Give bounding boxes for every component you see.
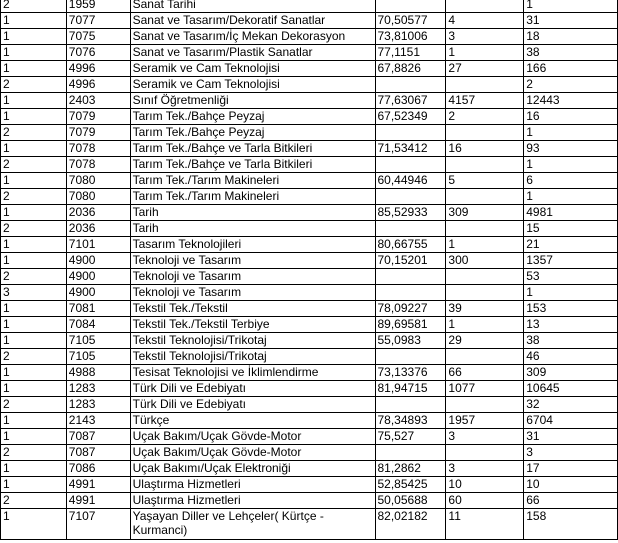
quota-cell: [446, 349, 524, 365]
rank-cell: 1: [1, 109, 67, 125]
count-cell: 46: [524, 349, 618, 365]
score-cell: [375, 397, 446, 413]
table-row: [1, 77, 618, 93]
rank-cell: 1: [1, 429, 67, 445]
rank-cell: 3: [1, 285, 67, 301]
count-cell: 93: [524, 141, 618, 157]
code-cell: 7087: [66, 429, 130, 445]
rank-cell: 2: [1, 445, 67, 461]
quota-cell: [446, 269, 524, 285]
score-cell: 81,2862: [375, 461, 446, 477]
score-cell: 52,85425: [375, 477, 446, 493]
code-cell: 7075: [66, 29, 130, 45]
code-cell: 4900: [66, 269, 130, 285]
table-row: [1, 397, 618, 413]
score-cell: 71,53412: [375, 141, 446, 157]
program-name-cell: Tekstil Tek./Tekstil Terbiye: [130, 317, 375, 333]
code-cell: 7079: [66, 109, 130, 125]
rank-cell: 1: [1, 461, 67, 477]
table-row: [1, 0, 618, 13]
program-name-cell: Teknoloji ve Tasarım: [130, 269, 375, 285]
code-cell: 7086: [66, 461, 130, 477]
rank-cell: 1: [1, 413, 67, 429]
score-cell: 75,527: [375, 429, 446, 445]
score-cell: 60,44946: [375, 173, 446, 189]
program-name-cell: Sınıf Öğretmenliği: [130, 93, 375, 109]
quota-cell: [446, 157, 524, 173]
rank-cell: 1: [1, 29, 67, 45]
quota-cell: 4157: [446, 93, 524, 109]
quota-cell: [446, 0, 524, 13]
rank-cell: 1: [1, 365, 67, 381]
code-cell: 1283: [66, 397, 130, 413]
program-name-cell: Ulaştırma Hizmetleri: [130, 477, 375, 493]
count-cell: 17: [524, 461, 618, 477]
quota-cell: [446, 125, 524, 141]
count-cell: 32: [524, 397, 618, 413]
score-cell: [375, 77, 446, 93]
quota-cell: 3: [446, 29, 524, 45]
quota-cell: [446, 445, 524, 461]
rank-cell: 1: [1, 333, 67, 349]
rank-cell: 1: [1, 93, 67, 109]
count-cell: 153: [524, 301, 618, 317]
count-cell: 31: [524, 429, 618, 445]
program-name-cell: Tarım Tek./Bahçe ve Tarla Bitkileri: [130, 157, 375, 173]
count-cell: 38: [524, 333, 618, 349]
table-row: [1, 381, 618, 397]
code-cell: 2143: [66, 413, 130, 429]
count-cell: 31: [524, 13, 618, 29]
rank-cell: 2: [1, 125, 67, 141]
table-row: [1, 61, 618, 77]
table-row: [1, 477, 618, 493]
program-name-cell: Sanat ve Tasarım/Plastik Sanatlar: [130, 45, 375, 61]
code-cell: 7078: [66, 141, 130, 157]
score-cell: 85,52933: [375, 205, 446, 221]
table-row: [1, 157, 618, 173]
quota-cell: 1: [446, 45, 524, 61]
quota-cell: 29: [446, 333, 524, 349]
quota-cell: 11: [446, 509, 524, 540]
score-cell: [375, 0, 446, 13]
program-name-cell: Tarım Tek./Tarım Makineleri: [130, 173, 375, 189]
count-cell: 38: [524, 45, 618, 61]
quota-cell: 3: [446, 461, 524, 477]
quota-cell: [446, 285, 524, 301]
score-cell: [375, 157, 446, 173]
program-name-cell: Tarım Tek./Bahçe Peyzaj: [130, 109, 375, 125]
count-cell: 66: [524, 493, 618, 509]
rank-cell: 2: [1, 493, 67, 509]
table-row: [1, 493, 618, 509]
count-cell: 166: [524, 61, 618, 77]
program-name-cell: Tarım Tek./Bahçe Peyzaj: [130, 125, 375, 141]
score-cell: [375, 349, 446, 365]
score-cell: 67,8826: [375, 61, 446, 77]
rank-cell: 1: [1, 173, 67, 189]
code-cell: 2036: [66, 221, 130, 237]
code-cell: 1959: [66, 0, 130, 13]
code-cell: 4991: [66, 493, 130, 509]
code-cell: 4900: [66, 285, 130, 301]
score-cell: 77,1151: [375, 45, 446, 61]
rank-cell: 1: [1, 253, 67, 269]
program-name-cell: Sanat ve Tasarım/İç Mekan Dekorasyon: [130, 29, 375, 45]
score-cell: 82,02182: [375, 509, 446, 540]
program-name-cell: Tekstil Tek./Tekstil: [130, 301, 375, 317]
code-cell: 7105: [66, 349, 130, 365]
rank-cell: 2: [1, 221, 67, 237]
score-cell: [375, 285, 446, 301]
table-row: [1, 509, 618, 540]
count-cell: 13: [524, 317, 618, 333]
score-cell: [375, 269, 446, 285]
rank-cell: 1: [1, 301, 67, 317]
score-cell: 50,05688: [375, 493, 446, 509]
score-cell: [375, 221, 446, 237]
table-row: [1, 189, 618, 205]
table-row: [1, 445, 618, 461]
count-cell: 6: [524, 173, 618, 189]
code-cell: 7105: [66, 333, 130, 349]
rank-cell: 2: [1, 77, 67, 93]
table-row: [1, 125, 618, 141]
code-cell: 1283: [66, 381, 130, 397]
quota-cell: 2: [446, 109, 524, 125]
table-row: [1, 429, 618, 445]
rank-cell: 1: [1, 205, 67, 221]
count-cell: 12443: [524, 93, 618, 109]
quota-cell: 1: [446, 317, 524, 333]
table-row: [1, 205, 618, 221]
table-row: [1, 93, 618, 109]
rank-cell: 1: [1, 237, 67, 253]
quota-cell: 66: [446, 365, 524, 381]
program-name-cell: Sanat Tarihi: [130, 0, 375, 13]
table-row: [1, 29, 618, 45]
code-cell: 7080: [66, 189, 130, 205]
table-row: [1, 141, 618, 157]
count-cell: 16: [524, 109, 618, 125]
count-cell: 15: [524, 221, 618, 237]
score-cell: 73,81006: [375, 29, 446, 45]
score-cell: [375, 445, 446, 461]
score-cell: 78,09227: [375, 301, 446, 317]
count-cell: 1: [524, 0, 618, 13]
program-name-cell: Türk Dili ve Edebiyatı: [130, 397, 375, 413]
count-cell: 21: [524, 237, 618, 253]
table-row: [1, 109, 618, 125]
rank-cell: 2: [1, 189, 67, 205]
table-row: [1, 45, 618, 61]
code-cell: 7077: [66, 13, 130, 29]
score-cell: 80,66755: [375, 237, 446, 253]
table-row: [1, 173, 618, 189]
table-row: [1, 349, 618, 365]
quota-cell: 1957: [446, 413, 524, 429]
quota-cell: 10: [446, 477, 524, 493]
count-cell: 1: [524, 157, 618, 173]
count-cell: 18: [524, 29, 618, 45]
code-cell: 7079: [66, 125, 130, 141]
quota-cell: 60: [446, 493, 524, 509]
rank-cell: 2: [1, 397, 67, 413]
program-name-cell: Tarım Tek./Tarım Makineleri: [130, 189, 375, 205]
table-row: [1, 237, 618, 253]
table-row: [1, 269, 618, 285]
rank-cell: 1: [1, 61, 67, 77]
quota-cell: 1077: [446, 381, 524, 397]
table-row: [1, 285, 618, 301]
rank-cell: 1: [1, 477, 67, 493]
score-cell: [375, 189, 446, 205]
rank-cell: 1: [1, 317, 67, 333]
count-cell: 53: [524, 269, 618, 285]
quota-cell: [446, 221, 524, 237]
program-name-cell: Tekstil Teknolojisi/Trikotaj: [130, 349, 375, 365]
program-name-cell: Türkçe: [130, 413, 375, 429]
table-row: [1, 253, 618, 269]
program-name-cell: Tarım Tek./Bahçe ve Tarla Bitkileri: [130, 141, 375, 157]
code-cell: 4900: [66, 253, 130, 269]
quota-cell: 5: [446, 173, 524, 189]
program-name-cell: Tasarım Teknolojileri: [130, 237, 375, 253]
code-cell: 7107: [66, 509, 130, 540]
program-name-cell: Uçak Bakımı/Uçak Elektroniği: [130, 461, 375, 477]
quota-cell: 39: [446, 301, 524, 317]
score-cell: 78,34893: [375, 413, 446, 429]
rank-cell: 2: [1, 0, 67, 13]
table-row: [1, 413, 618, 429]
count-cell: 1: [524, 285, 618, 301]
score-cell: 55,0983: [375, 333, 446, 349]
program-name-cell: Uçak Bakım/Uçak Gövde-Motor: [130, 445, 375, 461]
table-row: [1, 13, 618, 29]
program-name-cell: Uçak Bakım/Uçak Gövde-Motor: [130, 429, 375, 445]
count-cell: 3: [524, 445, 618, 461]
code-cell: 7081: [66, 301, 130, 317]
quota-cell: 4: [446, 13, 524, 29]
program-name-cell: Teknoloji ve Tasarım: [130, 253, 375, 269]
count-cell: 10: [524, 477, 618, 493]
quota-cell: 309: [446, 205, 524, 221]
score-cell: 70,50577: [375, 13, 446, 29]
count-cell: 10645: [524, 381, 618, 397]
quota-cell: 300: [446, 253, 524, 269]
rank-cell: 1: [1, 381, 67, 397]
code-cell: 4996: [66, 77, 130, 93]
score-cell: 67,52349: [375, 109, 446, 125]
program-name-cell: Tekstil Teknolojisi/Trikotaj: [130, 333, 375, 349]
rank-cell: 1: [1, 509, 67, 540]
rank-cell: 2: [1, 269, 67, 285]
table-row: [1, 461, 618, 477]
program-name-cell: Ulaştırma Hizmetleri: [130, 493, 375, 509]
code-cell: 7101: [66, 237, 130, 253]
rank-cell: 1: [1, 45, 67, 61]
code-cell: 7078: [66, 157, 130, 173]
code-cell: 7076: [66, 45, 130, 61]
program-name-cell: Tarih: [130, 205, 375, 221]
program-name-cell: Türk Dili ve Edebiyatı: [130, 381, 375, 397]
table-body: [1, 0, 618, 540]
quota-cell: 3: [446, 429, 524, 445]
code-cell: 7087: [66, 445, 130, 461]
code-cell: 4996: [66, 61, 130, 77]
count-cell: 1357: [524, 253, 618, 269]
code-cell: 4988: [66, 365, 130, 381]
quota-cell: 16: [446, 141, 524, 157]
rank-cell: 2: [1, 349, 67, 365]
count-cell: 1: [524, 125, 618, 141]
table-row: [1, 221, 618, 237]
rank-cell: 1: [1, 141, 67, 157]
score-cell: 77,63067: [375, 93, 446, 109]
code-cell: 7084: [66, 317, 130, 333]
rank-cell: 1: [1, 13, 67, 29]
count-cell: 158: [524, 509, 618, 540]
quota-cell: [446, 189, 524, 205]
score-cell: [375, 125, 446, 141]
code-cell: 7080: [66, 173, 130, 189]
score-cell: 70,15201: [375, 253, 446, 269]
table-row: [1, 365, 618, 381]
code-cell: 2036: [66, 205, 130, 221]
score-cell: 81,94715: [375, 381, 446, 397]
program-name-cell: Seramik ve Cam Teknolojisi: [130, 61, 375, 77]
count-cell: 6704: [524, 413, 618, 429]
program-name-cell: Yaşayan Diller ve Lehçeler( Kürtçe - Kurmanci): [130, 509, 375, 540]
code-cell: 4991: [66, 477, 130, 493]
rank-cell: 2: [1, 157, 67, 173]
program-name-cell: Tarih: [130, 221, 375, 237]
quota-cell: [446, 77, 524, 93]
table-row: [1, 317, 618, 333]
quota-cell: 27: [446, 61, 524, 77]
code-cell: 2403: [66, 93, 130, 109]
program-name-cell: Sanat ve Tasarım/Dekoratif Sanatlar: [130, 13, 375, 29]
quota-cell: 1: [446, 237, 524, 253]
count-cell: 2: [524, 77, 618, 93]
count-cell: 4981: [524, 205, 618, 221]
program-name-cell: Teknoloji ve Tasarım: [130, 285, 375, 301]
count-cell: 309: [524, 365, 618, 381]
table-row: [1, 333, 618, 349]
table-row: [1, 301, 618, 317]
score-cell: 89,69581: [375, 317, 446, 333]
program-name-cell: Tesisat Teknolojisi ve İklimlendirme: [130, 365, 375, 381]
count-cell: 1: [524, 189, 618, 205]
program-name-cell: Seramik ve Cam Teknolojisi: [130, 77, 375, 93]
quota-cell: [446, 397, 524, 413]
score-cell: 73,13376: [375, 365, 446, 381]
